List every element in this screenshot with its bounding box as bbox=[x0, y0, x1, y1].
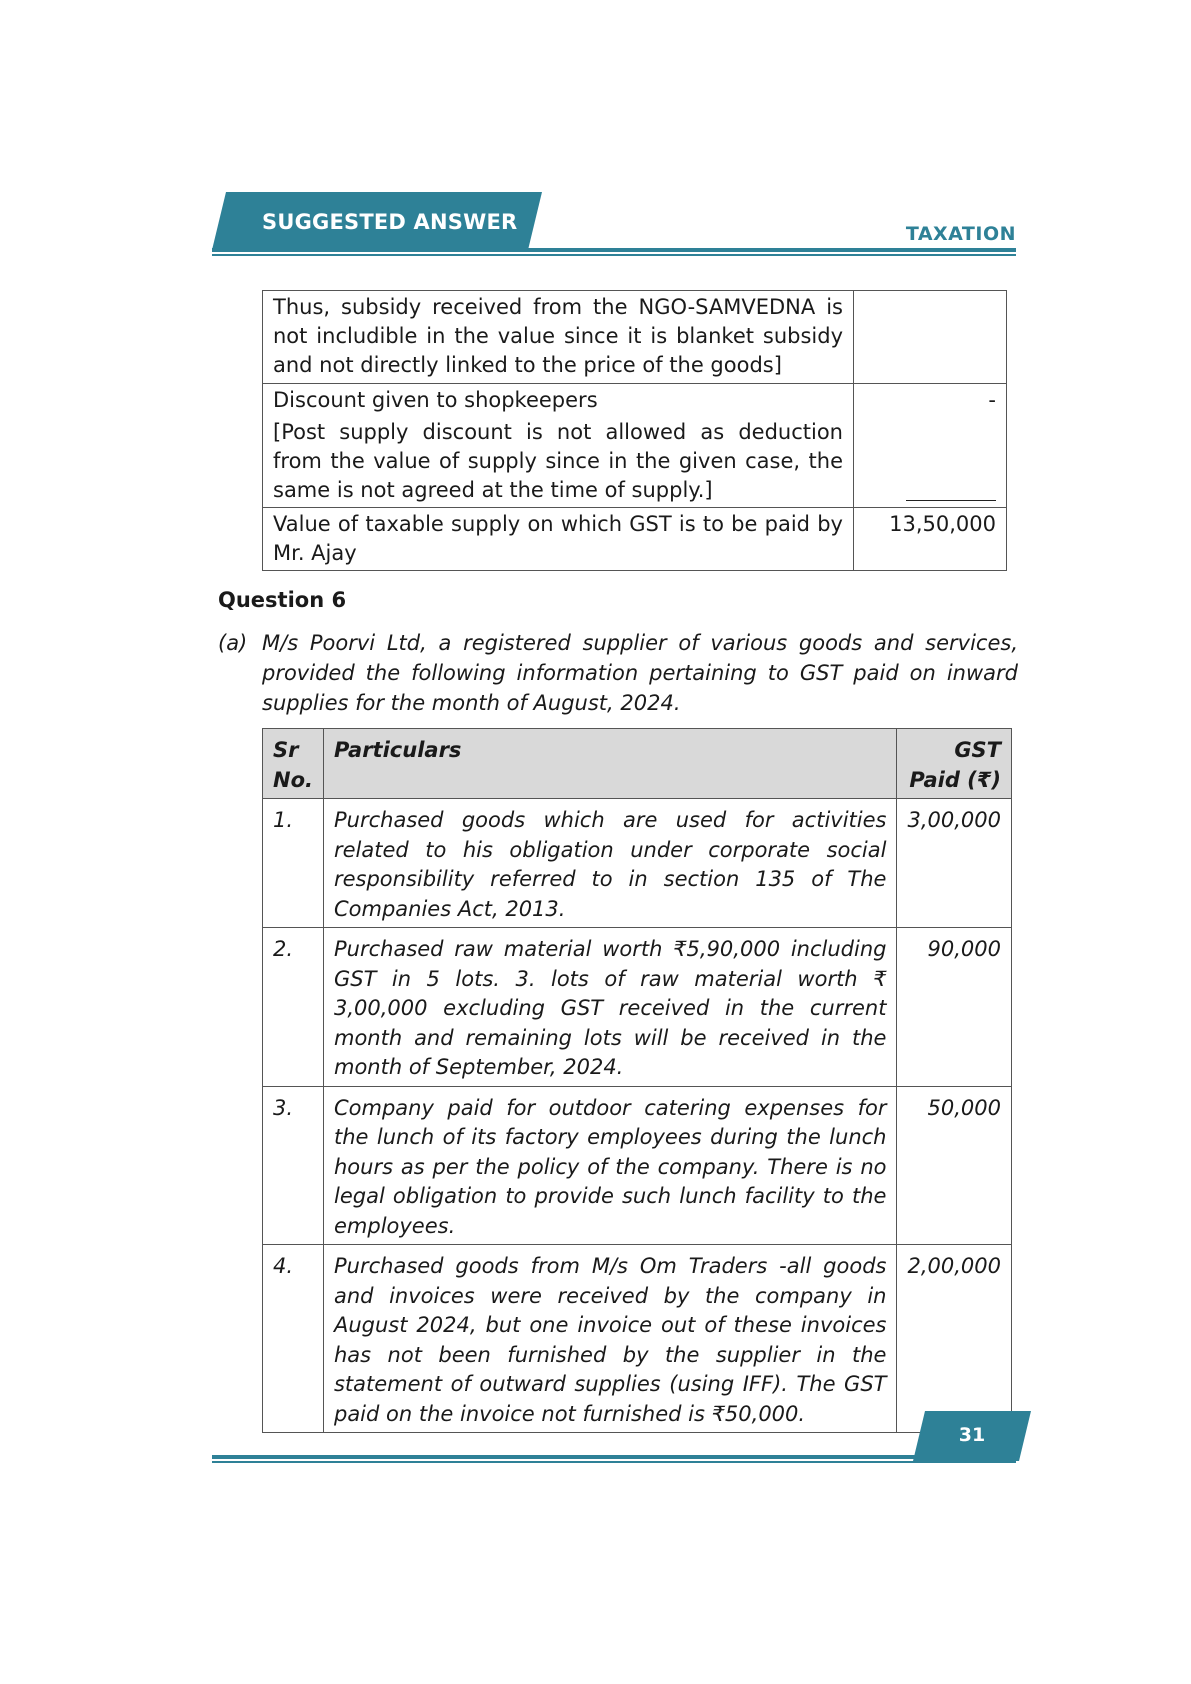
gst-cell: 90,000 bbox=[897, 928, 1012, 1087]
description-text: Value of taxable supply on which GST is to be paid by Mr. Ajay bbox=[273, 512, 843, 565]
subject-title: TAXATION bbox=[905, 223, 1016, 245]
table-row bbox=[263, 384, 1007, 508]
amount-cell bbox=[854, 384, 1007, 508]
question-part-label: (a) bbox=[218, 631, 248, 655]
table-row bbox=[263, 508, 1007, 571]
gst-cell: 2,00,000 bbox=[897, 1245, 1012, 1433]
header-rule bbox=[212, 248, 1016, 252]
description-cell bbox=[263, 384, 854, 508]
header-rule-thin bbox=[212, 254, 1016, 256]
footer-rule bbox=[212, 1455, 1016, 1459]
amount-cell bbox=[854, 291, 1007, 384]
sr-cell: 3. bbox=[263, 1086, 324, 1245]
particulars-cell: Purchased goods from M/s Om Traders -all goods and invoices were received by the company in August 2024, but one invoice out of these invoices has not been furnished by the supplier in the statement of outward supplies (using IFF). The GST paid on the invoice not furnished is ₹50,000. bbox=[323, 1245, 897, 1433]
particulars-cell: Purchased goods which are used for activities related to his obligation under corporate social responsibility referred to in section 135 of The Companies Act, 2013. bbox=[323, 799, 897, 928]
gst-cell: 50,000 bbox=[897, 1086, 1012, 1245]
question-part bbox=[218, 628, 1018, 718]
sr-cell: 2. bbox=[263, 928, 324, 1087]
footer-rule-thin bbox=[212, 1461, 1016, 1463]
particulars-cell: Company paid for outdoor catering expenses for the lunch of its factory employees during the lunch hours as per the policy of the company. There is no legal obligation to provide such lunch facility to the employees. bbox=[323, 1086, 897, 1245]
table-header-row bbox=[263, 729, 1012, 799]
page-number: 31 bbox=[958, 1424, 986, 1446]
question-part-text: M/s Poorvi Ltd, a registered supplier of various goods and services, provided the following information pertaining to GST paid on inward supplies for the month of August, 2024. bbox=[262, 631, 1018, 715]
header-gst-paid: GST Paid (₹) bbox=[897, 729, 1012, 799]
gst-table bbox=[262, 728, 1012, 1433]
sr-cell: 1. bbox=[263, 799, 324, 928]
description-text: [Post supply discount is not allowed as deduction from the value of supply since in the given case, the same is not agreed at the time of supply.] bbox=[273, 420, 843, 502]
header-sr-no: Sr No. bbox=[263, 729, 324, 799]
table-row bbox=[263, 928, 1012, 1087]
header-tab-label: SUGGESTED ANSWER bbox=[262, 210, 518, 234]
table-row bbox=[263, 1245, 1012, 1433]
description-text: Thus, subsidy received from the NGO-SAMVEDNA is not includible in the value since it is blanket subsidy and not directly linked to the price of the goods] bbox=[273, 295, 843, 377]
table-row bbox=[263, 799, 1012, 928]
table-row bbox=[263, 1086, 1012, 1245]
question-title: Question 6 bbox=[218, 588, 347, 612]
description-cell bbox=[263, 291, 854, 384]
description-cell bbox=[263, 508, 854, 571]
gst-cell: 3,00,000 bbox=[897, 799, 1012, 928]
amount-cell: 13,50,000 bbox=[854, 508, 1007, 571]
total-rule bbox=[906, 500, 996, 501]
sr-cell: 4. bbox=[263, 1245, 324, 1433]
table-row bbox=[263, 291, 1007, 384]
amount-value: - bbox=[988, 388, 996, 412]
particulars-cell: Purchased raw material worth ₹5,90,000 including GST in 5 lots. 3. lots of raw material worth ₹ 3,00,000 excluding GST received in the current month and remaining lots will be received in the month of September, 2024. bbox=[323, 928, 897, 1087]
header-particulars: Particulars bbox=[323, 729, 897, 799]
valuation-table bbox=[262, 290, 1007, 571]
description-heading: Discount given to shopkeepers bbox=[273, 388, 598, 412]
